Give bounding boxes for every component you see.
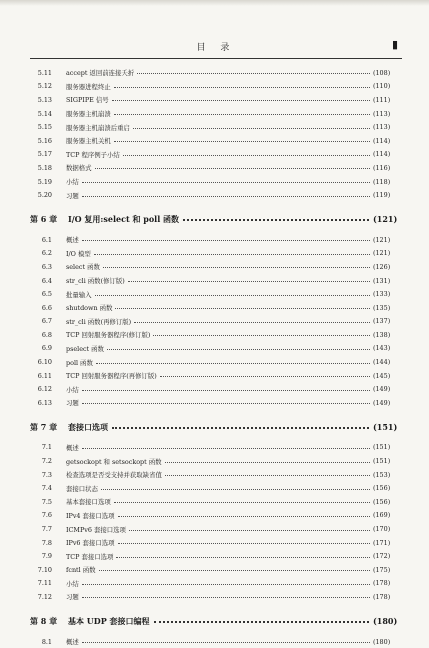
dot-leader	[82, 196, 370, 197]
section-number: 6.8	[41, 330, 52, 339]
section-page-number: (171)	[373, 538, 391, 547]
toc-entry[interactable]	[0, 536, 429, 550]
section-title: 数据格式	[66, 164, 92, 173]
section-number: 6.3	[41, 262, 52, 271]
dot-leader	[118, 543, 371, 544]
header-rule	[30, 58, 402, 59]
toc-entry[interactable]	[0, 148, 429, 162]
section-title: 习题	[66, 191, 79, 200]
section-title: str_cli 函数(修订版)	[66, 277, 125, 286]
section-number: 5.18	[37, 163, 52, 172]
dot-leader	[123, 155, 370, 156]
toc-entry[interactable]	[0, 328, 429, 342]
dot-leader	[134, 322, 370, 323]
dot-leader	[99, 570, 371, 571]
section-number: 7.1	[41, 443, 52, 452]
dot-leader	[82, 240, 370, 241]
section-page-number: (131)	[373, 276, 391, 285]
section-page-number: (121)	[373, 235, 391, 244]
section-number: 7.2	[41, 457, 52, 466]
toc-entry[interactable]	[0, 495, 429, 509]
dot-leader	[114, 87, 370, 88]
dot-leader	[112, 100, 370, 101]
section-page-number: (169)	[373, 511, 391, 520]
section-page-number: (133)	[373, 290, 391, 299]
chapter-heading[interactable]	[0, 418, 429, 437]
toc-entry[interactable]	[0, 355, 429, 369]
section-number: 6.12	[37, 385, 52, 394]
toc-entry[interactable]	[0, 441, 429, 455]
section-number: 5.20	[37, 191, 52, 200]
dot-leader	[183, 219, 369, 221]
dot-leader	[128, 281, 370, 282]
toc-entry[interactable]	[0, 468, 429, 482]
section-page-number: (180)	[373, 637, 391, 646]
toc-entry[interactable]	[0, 260, 429, 274]
header-title: 目 录	[196, 43, 236, 53]
section-number: 7.3	[41, 470, 52, 479]
section-page-number: (114)	[373, 150, 391, 159]
section-title: 检查选项是否受支持并获取缺省值	[66, 471, 162, 480]
dot-leader	[137, 73, 370, 74]
section-title: IPv6 套接口选项	[66, 539, 115, 548]
section-number: 5.11	[37, 68, 52, 77]
section-page-number: (118)	[373, 177, 391, 186]
toc-entry[interactable]	[0, 188, 429, 202]
section-number: 5.15	[37, 123, 52, 132]
section-title: 小结	[66, 178, 79, 187]
toc-entry[interactable]	[0, 93, 429, 107]
section-number: 5.16	[37, 136, 52, 145]
toc-entry[interactable]	[0, 549, 429, 563]
section-page-number: (172)	[373, 552, 391, 561]
chapter-number: 第 7 章	[30, 421, 58, 432]
dot-leader	[95, 168, 370, 169]
section-title: 概述	[66, 443, 79, 452]
section-page-number: (119)	[373, 191, 391, 200]
toc-entry[interactable]	[0, 577, 429, 591]
dot-leader	[165, 475, 370, 476]
chapter-heading[interactable]	[0, 612, 429, 631]
section-number: 5.19	[37, 177, 52, 186]
toc-entry[interactable]	[0, 301, 429, 315]
section-title: I/O 模型	[66, 249, 91, 258]
section-number: 6.7	[41, 317, 52, 326]
section-page-number: (121)	[373, 249, 391, 258]
toc-entry[interactable]	[0, 315, 429, 329]
chapter-title: I/O 复用:select 和 poll 函数	[68, 213, 180, 224]
section-number: 5.13	[37, 95, 52, 104]
section-page-number: (178)	[373, 592, 391, 601]
section-page-number: (111)	[373, 95, 391, 104]
dot-leader	[112, 427, 369, 429]
section-number: 6.1	[41, 235, 52, 244]
section-number: 7.8	[41, 538, 52, 547]
section-number: 6.9	[41, 344, 52, 353]
toc-entry[interactable]	[0, 382, 429, 396]
toc-entry[interactable]	[0, 454, 429, 468]
dot-leader	[165, 462, 370, 463]
dot-leader	[160, 376, 370, 377]
section-number: 5.12	[37, 82, 52, 91]
toc-entry[interactable]	[0, 274, 429, 288]
section-page-number: (143)	[373, 344, 391, 353]
section-page-number: (151)	[373, 443, 391, 452]
toc-entry[interactable]	[0, 161, 429, 175]
dot-leader	[96, 363, 370, 364]
dot-leader	[82, 182, 370, 183]
section-number: 7.12	[37, 592, 52, 601]
section-page-number: (114)	[373, 136, 391, 145]
toc-entry[interactable]	[0, 342, 429, 356]
section-page-number: (137)	[373, 317, 391, 326]
section-title: 套接口状态	[66, 484, 98, 493]
chapter-title: 套接口选项	[68, 421, 108, 432]
section-page-number: (116)	[373, 163, 391, 172]
section-page-number: (149)	[373, 398, 391, 407]
section-title: pselect 函数	[66, 344, 104, 353]
section-number: 7.7	[41, 525, 52, 534]
page-edge-shadow	[0, 0, 429, 6]
dot-leader	[115, 308, 370, 309]
section-number: 7.5	[41, 497, 52, 506]
dot-leader	[114, 141, 370, 142]
section-title: TCP 程序例子小结	[66, 150, 120, 159]
section-number: 7.4	[41, 484, 52, 493]
toc-entry[interactable]	[0, 590, 429, 604]
toc-entry[interactable]	[0, 396, 429, 410]
section-number: 8.1	[41, 637, 52, 646]
section-page-number: (108)	[373, 68, 391, 77]
toc-entry[interactable]	[0, 247, 429, 261]
section-page-number: (156)	[373, 497, 391, 506]
section-number: 7.10	[37, 565, 52, 574]
section-title: accept 返回前连接夭折	[66, 69, 135, 78]
section-number: 7.6	[41, 511, 52, 520]
dot-leader	[153, 335, 370, 336]
section-page-number: (138)	[373, 330, 391, 339]
dot-leader	[82, 642, 370, 643]
section-title: 概述	[66, 638, 79, 647]
section-page-number: (149)	[373, 385, 391, 394]
chapter-number: 第 6 章	[30, 213, 58, 224]
toc-entry[interactable]	[0, 233, 429, 247]
section-page-number: (113)	[373, 123, 391, 132]
dot-leader	[118, 516, 371, 517]
section-title: 服务器主机关机	[66, 137, 111, 146]
section-page-number: (153)	[373, 470, 391, 479]
toc-entry[interactable]	[0, 107, 429, 121]
dot-leader	[82, 403, 370, 404]
section-title: poll 函数	[66, 358, 93, 367]
toc-entry[interactable]	[0, 287, 429, 301]
section-number: 6.13	[37, 398, 52, 407]
chapter-page-number: (180)	[373, 616, 398, 627]
section-title: select 函数	[66, 263, 100, 272]
section-title: TCP 回射服务器程序(再修订版)	[66, 372, 157, 381]
dot-leader	[154, 621, 370, 623]
section-title: shutdown 函数	[66, 304, 113, 313]
dot-leader	[82, 597, 370, 598]
section-page-number: (135)	[373, 303, 391, 312]
chapter-number: 第 8 章	[30, 615, 58, 626]
toc-entry[interactable]	[0, 80, 429, 94]
section-page-number: (144)	[373, 358, 391, 367]
dot-leader	[103, 267, 370, 268]
section-number: 7.11	[37, 579, 52, 588]
section-number: 6.10	[37, 358, 52, 367]
toc-entry[interactable]	[0, 481, 429, 495]
section-title: getsockopt 和 setsockopt 函数	[66, 457, 162, 466]
section-page-number: (110)	[373, 82, 391, 91]
section-title: IPv4 套接口选项	[66, 511, 115, 520]
dot-leader	[82, 390, 370, 391]
dot-leader	[133, 128, 370, 129]
chapter-page-number: (151)	[373, 422, 398, 433]
dot-leader	[114, 114, 370, 115]
dot-leader	[82, 448, 370, 449]
section-title: ICMPv6 套接口选项	[66, 525, 126, 534]
chapter-title: 基本 UDP 套接口编程	[68, 615, 150, 626]
section-title: TCP 回射服务器程序(修订版)	[66, 331, 151, 340]
section-number: 6.11	[37, 371, 52, 380]
chapter-heading[interactable]	[0, 210, 429, 229]
section-page-number: (151)	[373, 457, 391, 466]
section-title: 习题	[66, 593, 79, 602]
section-number: 6.2	[41, 249, 52, 258]
section-title: 服务器主机崩溃	[66, 110, 111, 119]
section-page-number: (156)	[373, 484, 391, 493]
dot-leader	[116, 557, 370, 558]
section-number: 5.17	[37, 150, 52, 159]
dot-leader	[95, 295, 370, 296]
section-title: 服务器主机崩溃后重启	[66, 123, 130, 132]
section-title: 小结	[66, 579, 79, 588]
section-number: 7.9	[41, 552, 52, 561]
dot-leader	[82, 584, 370, 585]
dot-leader	[114, 502, 370, 503]
dot-leader	[101, 489, 370, 490]
toc-entry[interactable]	[0, 134, 429, 148]
section-title: SIGPIPE 信号	[66, 96, 109, 105]
section-title: 批量输入	[66, 290, 92, 299]
section-title: 习题	[66, 399, 79, 408]
chapter-page-number: (121)	[373, 214, 398, 225]
section-number: 6.5	[41, 290, 52, 299]
toc-entry[interactable]	[0, 120, 429, 134]
section-title: 服务器进程终止	[66, 82, 111, 91]
section-page-number: (126)	[373, 262, 391, 271]
table-of-contents	[0, 66, 429, 648]
section-number: 6.6	[41, 303, 52, 312]
section-title: TCP 套接口选项	[66, 552, 114, 561]
section-page-number: (178)	[373, 579, 391, 588]
section-title: str_cli 函数(再修订版)	[66, 317, 132, 326]
section-title: fcntl 函数	[66, 566, 96, 575]
section-number: 6.4	[41, 276, 52, 285]
dot-leader	[107, 349, 370, 350]
section-title: 概述	[66, 236, 79, 245]
toc-entry[interactable]	[0, 509, 429, 523]
section-page-number: (145)	[373, 371, 391, 380]
toc-entry[interactable]	[0, 522, 429, 536]
section-page-number: (170)	[373, 525, 391, 534]
toc-entry[interactable]	[0, 175, 429, 189]
dot-leader	[129, 530, 370, 531]
section-page-number: (175)	[373, 565, 391, 574]
dot-leader	[94, 254, 370, 255]
toc-entry[interactable]	[0, 369, 429, 383]
toc-entry[interactable]	[0, 635, 429, 648]
section-title: 基本套接口选项	[66, 498, 111, 507]
section-title: 小结	[66, 385, 79, 394]
section-page-number: (113)	[373, 109, 391, 118]
toc-entry[interactable]	[0, 66, 429, 80]
toc-entry[interactable]	[0, 563, 429, 577]
page-header	[30, 36, 402, 56]
header-page-mark: ▮	[391, 38, 398, 51]
section-number: 5.14	[37, 109, 52, 118]
